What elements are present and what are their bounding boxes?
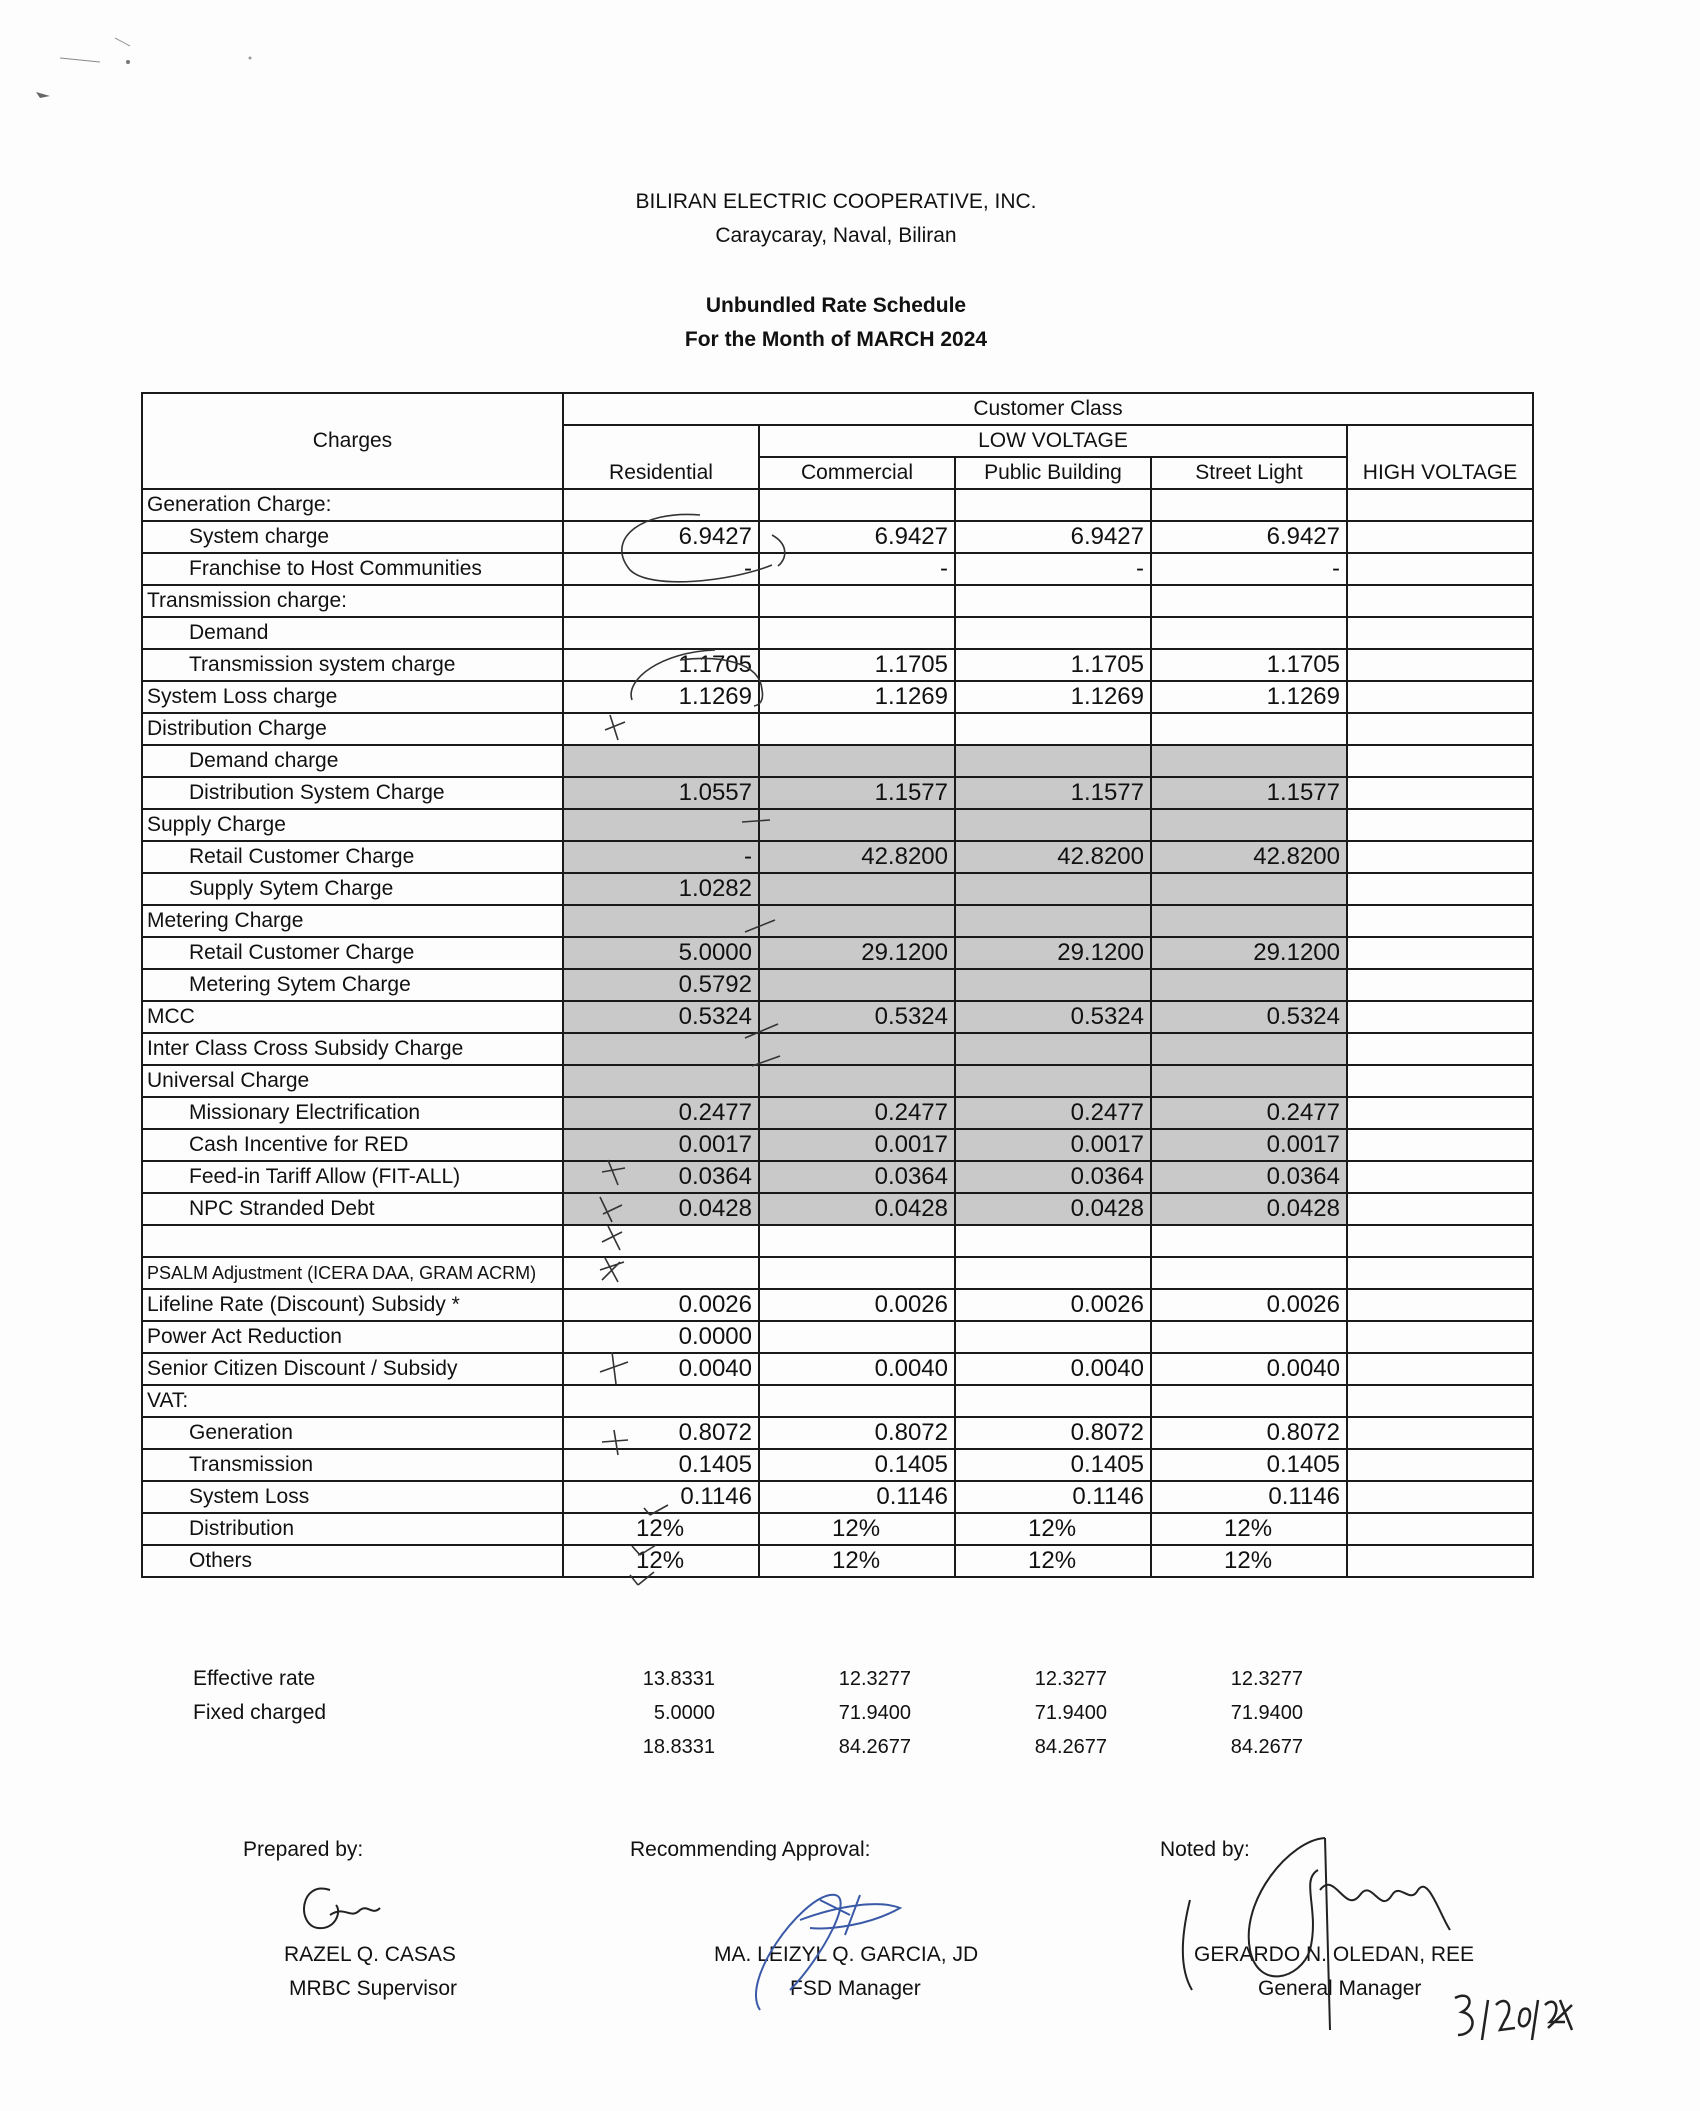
- cell-high-voltage: [1347, 1161, 1533, 1193]
- rate-schedule-table: [141, 392, 1534, 1578]
- cell-high-voltage: [1347, 713, 1533, 745]
- cell-street-light: 29.1200: [1151, 937, 1347, 969]
- row-label: Retail Customer Charge: [142, 841, 563, 873]
- cell-high-voltage: [1347, 777, 1533, 809]
- cell-street-light: [1151, 585, 1347, 617]
- cell-residential: 0.0026: [563, 1289, 759, 1321]
- recommending-name: MA. LEIZYL Q. GARCIA, JD: [714, 1943, 979, 1966]
- cell-street-light: 6.9427: [1151, 521, 1347, 553]
- cell-public-building: 0.1405: [955, 1449, 1151, 1481]
- prepared-by-caption: Prepared by:: [243, 1838, 364, 1861]
- row-label: Distribution: [142, 1513, 563, 1545]
- cell-residential: [563, 1225, 759, 1257]
- table-row: [142, 681, 1533, 713]
- cell-public-building: 0.0026: [955, 1289, 1151, 1321]
- table-row: [142, 841, 1533, 873]
- row-label: Retail Customer Charge: [142, 937, 563, 969]
- cell-commercial: 0.0017: [759, 1129, 955, 1161]
- cell-high-voltage: [1347, 905, 1533, 937]
- row-label: Inter Class Cross Subsidy Charge: [142, 1033, 563, 1065]
- cell-residential: [563, 1385, 759, 1417]
- cell-street-light: 0.0040: [1151, 1353, 1347, 1385]
- row-label: Power Act Reduction: [142, 1321, 563, 1353]
- signature-casas: [304, 1889, 380, 1929]
- cell-street-light: [1151, 1257, 1347, 1289]
- cell-residential: 0.0040: [563, 1353, 759, 1385]
- row-label: System Loss charge: [142, 681, 563, 713]
- total-residential: 18.8331: [642, 1735, 715, 1758]
- table-row: [142, 1097, 1533, 1129]
- row-label: Transmission system charge: [142, 649, 563, 681]
- cell-public-building: 0.2477: [955, 1097, 1151, 1129]
- cell-commercial: 0.5324: [759, 1001, 955, 1033]
- cell-residential: [563, 489, 759, 521]
- cell-public-building: [955, 745, 1151, 777]
- cell-street-light: 0.2477: [1151, 1097, 1347, 1129]
- total-commercial: 84.2677: [838, 1735, 911, 1758]
- cell-street-light: 0.0026: [1151, 1289, 1347, 1321]
- row-label: Generation Charge:: [142, 489, 563, 521]
- cell-residential: [563, 1033, 759, 1065]
- column-header-residential: Residential: [563, 457, 759, 489]
- cell-street-light: 1.1269: [1151, 681, 1347, 713]
- table-row: [142, 1449, 1533, 1481]
- fixed-charged-row: [141, 1696, 1532, 1730]
- cell-residential: 5.0000: [563, 937, 759, 969]
- cell-high-voltage: [1347, 1129, 1533, 1161]
- cell-street-light: [1151, 713, 1347, 745]
- cell-street-light: 1.1705: [1151, 649, 1347, 681]
- column-header-public-building: Public Building: [955, 457, 1151, 489]
- table-row: [142, 1513, 1533, 1545]
- cell-residential: 0.0000: [563, 1321, 759, 1353]
- cell-high-voltage: [1347, 969, 1533, 1001]
- cell-commercial: 0.1146: [759, 1481, 955, 1513]
- row-label: MCC: [142, 1001, 563, 1033]
- cell-commercial: 0.0428: [759, 1193, 955, 1225]
- row-label: Others: [142, 1545, 563, 1577]
- cell-street-light: [1151, 1225, 1347, 1257]
- row-label: [142, 1225, 563, 1257]
- fixed-charged-label: Fixed charged: [193, 1701, 327, 1724]
- cell-public-building: 12%: [955, 1545, 1151, 1577]
- table-row: [142, 585, 1533, 617]
- cell-residential: 6.9427: [563, 521, 759, 553]
- cell-street-light: 0.0428: [1151, 1193, 1347, 1225]
- table-row: [142, 1417, 1533, 1449]
- table-row: [142, 553, 1533, 585]
- cell-commercial: 12%: [759, 1545, 955, 1577]
- cell-high-voltage: [1347, 745, 1533, 777]
- cell-street-light: [1151, 873, 1347, 905]
- effective-rate-residential: 13.8331: [642, 1667, 715, 1690]
- table-row: [142, 1129, 1533, 1161]
- cell-residential: [563, 713, 759, 745]
- cell-public-building: 29.1200: [955, 937, 1151, 969]
- handwritten-date: [1455, 1996, 1572, 2040]
- cell-residential: 1.1705: [563, 649, 759, 681]
- table-row: [142, 489, 1533, 521]
- cell-high-voltage: [1347, 1097, 1533, 1129]
- cell-public-building: 0.0017: [955, 1129, 1151, 1161]
- cell-public-building: 0.0428: [955, 1193, 1151, 1225]
- row-label: PSALM Adjustment (ICERA DAA, GRAM ACRM): [142, 1257, 563, 1289]
- cell-street-light: [1151, 489, 1347, 521]
- cell-street-light: 12%: [1151, 1545, 1347, 1577]
- table-row: [142, 969, 1533, 1001]
- effective-rate-public-building: 12.3277: [1034, 1667, 1107, 1690]
- cell-public-building: [955, 617, 1151, 649]
- cell-high-voltage: [1347, 1481, 1533, 1513]
- recommending-caption: Recommending Approval:: [630, 1838, 871, 1861]
- cell-high-voltage: [1347, 809, 1533, 841]
- cell-public-building: [955, 1321, 1151, 1353]
- cell-commercial: [759, 585, 955, 617]
- table-row: [142, 1385, 1533, 1417]
- row-label: Distribution Charge: [142, 713, 563, 745]
- effective-rate-street-light: 12.3277: [1230, 1667, 1303, 1690]
- cell-residential: -: [563, 841, 759, 873]
- fixed-charged-public-building: 71.9400: [1034, 1701, 1107, 1724]
- cell-high-voltage: [1347, 585, 1533, 617]
- row-label: NPC Stranded Debt: [142, 1193, 563, 1225]
- document-period: For the Month of MARCH 2024: [684, 328, 988, 351]
- cell-residential: -: [563, 553, 759, 585]
- row-label: Demand: [142, 617, 563, 649]
- cell-residential: 1.0557: [563, 777, 759, 809]
- cell-residential: 0.2477: [563, 1097, 759, 1129]
- row-label: Universal Charge: [142, 1065, 563, 1097]
- cell-public-building: [955, 969, 1151, 1001]
- table-row: [142, 1289, 1533, 1321]
- cell-high-voltage: [1347, 649, 1533, 681]
- table-row: [142, 1065, 1533, 1097]
- cell-commercial: 0.0026: [759, 1289, 955, 1321]
- cell-high-voltage: [1347, 1065, 1533, 1097]
- row-label: Demand charge: [142, 745, 563, 777]
- cell-commercial: [759, 1065, 955, 1097]
- cell-commercial: -: [759, 553, 955, 585]
- prepared-by-name: RAZEL Q. CASAS: [284, 1943, 456, 1966]
- cell-public-building: [955, 1385, 1151, 1417]
- document-title: Unbundled Rate Schedule: [705, 294, 967, 317]
- row-label: Transmission charge:: [142, 585, 563, 617]
- cell-high-voltage: [1347, 1225, 1533, 1257]
- cell-commercial: 1.1577: [759, 777, 955, 809]
- cell-commercial: 42.8200: [759, 841, 955, 873]
- cell-street-light: [1151, 1321, 1347, 1353]
- table-row: [142, 937, 1533, 969]
- table-row: [142, 1353, 1533, 1385]
- cell-high-voltage: [1347, 1001, 1533, 1033]
- low-voltage-header: LOW VOLTAGE: [759, 425, 1347, 457]
- cell-commercial: 0.1405: [759, 1449, 955, 1481]
- row-label: Cash Incentive for RED: [142, 1129, 563, 1161]
- cell-street-light: 0.1405: [1151, 1449, 1347, 1481]
- cell-public-building: 0.0364: [955, 1161, 1151, 1193]
- prepared-by-position: MRBC Supervisor: [289, 1977, 458, 2000]
- cell-public-building: 0.1146: [955, 1481, 1151, 1513]
- cell-public-building: 0.8072: [955, 1417, 1151, 1449]
- signature-oledan: [1183, 1838, 1450, 2030]
- cell-street-light: 42.8200: [1151, 841, 1347, 873]
- customer-class-header: Customer Class: [563, 393, 1533, 425]
- cell-street-light: [1151, 617, 1347, 649]
- cell-high-voltage: [1347, 937, 1533, 969]
- cell-high-voltage: [1347, 489, 1533, 521]
- fixed-charged-commercial: 71.9400: [838, 1701, 911, 1724]
- cell-residential: 0.5324: [563, 1001, 759, 1033]
- cell-street-light: 0.8072: [1151, 1417, 1347, 1449]
- cell-commercial: 29.1200: [759, 937, 955, 969]
- cell-public-building: [955, 1033, 1151, 1065]
- cell-public-building: 0.5324: [955, 1001, 1151, 1033]
- column-header-high-voltage: HIGH VOLTAGE: [1347, 457, 1533, 489]
- row-label: Lifeline Rate (Discount) Subsidy *: [142, 1289, 563, 1321]
- recommending-position: FSD Manager: [790, 1977, 921, 2000]
- noted-by-position: General Manager: [1258, 1977, 1422, 2000]
- cell-commercial: 12%: [759, 1513, 955, 1545]
- cell-street-light: 12%: [1151, 1513, 1347, 1545]
- cell-public-building: [955, 905, 1151, 937]
- cell-public-building: [955, 585, 1151, 617]
- cell-commercial: [759, 873, 955, 905]
- total-public-building: 84.2677: [1034, 1735, 1107, 1758]
- cell-high-voltage: [1347, 873, 1533, 905]
- cell-public-building: 12%: [955, 1513, 1151, 1545]
- cell-high-voltage: [1347, 1385, 1533, 1417]
- cell-high-voltage: [1347, 1513, 1533, 1545]
- cell-street-light: 1.1577: [1151, 777, 1347, 809]
- effective-rate-commercial: 12.3277: [838, 1667, 911, 1690]
- cell-street-light: 0.5324: [1151, 1001, 1347, 1033]
- charges-header: Charges: [142, 393, 563, 489]
- cell-high-voltage: [1347, 617, 1533, 649]
- row-label: Franchise to Host Communities: [142, 553, 563, 585]
- table-row: [142, 617, 1533, 649]
- total-row: [141, 1730, 1532, 1764]
- cell-residential: [563, 745, 759, 777]
- cell-high-voltage: [1347, 1257, 1533, 1289]
- cell-street-light: [1151, 969, 1347, 1001]
- column-header-street-light: Street Light: [1151, 457, 1347, 489]
- company-address: Caraycaray, Naval, Biliran: [715, 224, 957, 247]
- cell-commercial: 1.1269: [759, 681, 955, 713]
- cell-public-building: [955, 489, 1151, 521]
- row-label: Metering Sytem Charge: [142, 969, 563, 1001]
- cell-commercial: [759, 617, 955, 649]
- table-row: [142, 1225, 1533, 1257]
- scan-specks: [0, 0, 300, 140]
- cell-residential: [563, 809, 759, 841]
- cell-commercial: 0.8072: [759, 1417, 955, 1449]
- table-row: [142, 1545, 1533, 1577]
- row-label: Generation: [142, 1417, 563, 1449]
- row-label: Feed-in Tariff Allow (FIT-ALL): [142, 1161, 563, 1193]
- cell-commercial: [759, 905, 955, 937]
- row-label: System Loss: [142, 1481, 563, 1513]
- cell-commercial: 1.1705: [759, 649, 955, 681]
- cell-public-building: [955, 1225, 1151, 1257]
- cell-residential: 1.0282: [563, 873, 759, 905]
- cell-high-voltage: [1347, 1353, 1533, 1385]
- cell-commercial: [759, 489, 955, 521]
- table-row: [142, 1193, 1533, 1225]
- cell-commercial: [759, 1321, 955, 1353]
- cell-public-building: 6.9427: [955, 521, 1151, 553]
- cell-commercial: [759, 1385, 955, 1417]
- row-label: Supply Sytem Charge: [142, 873, 563, 905]
- effective-rate-row: [141, 1662, 1532, 1696]
- cell-residential: 12%: [563, 1513, 759, 1545]
- table-row: [142, 521, 1533, 553]
- cell-high-voltage: [1347, 1193, 1533, 1225]
- total-street-light: 84.2677: [1230, 1735, 1303, 1758]
- table-row: [142, 1257, 1533, 1289]
- cell-street-light: [1151, 905, 1347, 937]
- row-label: VAT:: [142, 1385, 563, 1417]
- totals-block: [141, 1662, 1532, 1764]
- cell-high-voltage: [1347, 1545, 1533, 1577]
- table-row: [142, 873, 1533, 905]
- cell-commercial: 0.0364: [759, 1161, 955, 1193]
- cell-high-voltage: [1347, 1449, 1533, 1481]
- cell-commercial: [759, 1225, 955, 1257]
- cell-commercial: 0.2477: [759, 1097, 955, 1129]
- cell-commercial: 0.0040: [759, 1353, 955, 1385]
- table-row: [142, 1481, 1533, 1513]
- cell-high-voltage: [1347, 681, 1533, 713]
- cell-high-voltage: [1347, 521, 1533, 553]
- cell-high-voltage: [1347, 1321, 1533, 1353]
- cell-public-building: 0.0040: [955, 1353, 1151, 1385]
- cell-public-building: [955, 1065, 1151, 1097]
- row-label: Metering Charge: [142, 905, 563, 937]
- cell-commercial: [759, 713, 955, 745]
- cell-public-building: 1.1577: [955, 777, 1151, 809]
- row-label: Distribution System Charge: [142, 777, 563, 809]
- row-label: Missionary Electrification: [142, 1097, 563, 1129]
- row-label: Supply Charge: [142, 809, 563, 841]
- table-row: [142, 1321, 1533, 1353]
- cell-residential: 1.1269: [563, 681, 759, 713]
- cell-commercial: [759, 809, 955, 841]
- cell-high-voltage: [1347, 1417, 1533, 1449]
- cell-residential: 0.8072: [563, 1417, 759, 1449]
- cell-residential: 0.0364: [563, 1161, 759, 1193]
- cell-residential: [563, 1257, 759, 1289]
- fixed-charged-street-light: 71.9400: [1230, 1701, 1303, 1724]
- cell-high-voltage: [1347, 1033, 1533, 1065]
- table-row: [142, 1161, 1533, 1193]
- cell-residential: [563, 905, 759, 937]
- table-row: [142, 809, 1533, 841]
- table-row: [142, 649, 1533, 681]
- cell-public-building: 1.1705: [955, 649, 1151, 681]
- cell-residential: 0.0017: [563, 1129, 759, 1161]
- cell-residential: [563, 617, 759, 649]
- table-row: [142, 1033, 1533, 1065]
- row-label: System charge: [142, 521, 563, 553]
- row-label: Transmission: [142, 1449, 563, 1481]
- cell-street-light: 0.0017: [1151, 1129, 1347, 1161]
- cell-street-light: [1151, 809, 1347, 841]
- cell-commercial: [759, 1257, 955, 1289]
- cell-residential: 12%: [563, 1545, 759, 1577]
- fixed-charged-residential: 5.0000: [653, 1701, 715, 1724]
- cell-residential: 0.0428: [563, 1193, 759, 1225]
- cell-commercial: [759, 969, 955, 1001]
- cell-public-building: 1.1269: [955, 681, 1151, 713]
- column-header-commercial: Commercial: [759, 457, 955, 489]
- cell-commercial: [759, 745, 955, 777]
- cell-high-voltage: [1347, 1289, 1533, 1321]
- cell-residential: 0.1146: [563, 1481, 759, 1513]
- table-row: [142, 745, 1533, 777]
- cell-public-building: [955, 713, 1151, 745]
- cell-public-building: 42.8200: [955, 841, 1151, 873]
- cell-street-light: [1151, 1385, 1347, 1417]
- cell-street-light: [1151, 745, 1347, 777]
- cell-residential: 0.1405: [563, 1449, 759, 1481]
- cell-commercial: 6.9427: [759, 521, 955, 553]
- table-row: [142, 1001, 1533, 1033]
- table-row: [142, 777, 1533, 809]
- noted-by-caption: Noted by:: [1160, 1838, 1250, 1861]
- cell-residential: [563, 585, 759, 617]
- cell-street-light: [1151, 1065, 1347, 1097]
- cell-high-voltage: [1347, 553, 1533, 585]
- cell-residential: 0.5792: [563, 969, 759, 1001]
- cell-public-building: [955, 873, 1151, 905]
- cell-street-light: [1151, 1033, 1347, 1065]
- row-label: Senior Citizen Discount / Subsidy: [142, 1353, 563, 1385]
- table-row: [142, 713, 1533, 745]
- cell-public-building: [955, 1257, 1151, 1289]
- cell-street-light: 0.0364: [1151, 1161, 1347, 1193]
- table-row: [142, 905, 1533, 937]
- cell-street-light: -: [1151, 553, 1347, 585]
- cell-public-building: [955, 809, 1151, 841]
- cell-street-light: 0.1146: [1151, 1481, 1347, 1513]
- cell-commercial: [759, 1033, 955, 1065]
- cell-high-voltage: [1347, 841, 1533, 873]
- cell-public-building: -: [955, 553, 1151, 585]
- cell-residential: [563, 1065, 759, 1097]
- noted-by-name: GERARDO N. OLEDAN, REE: [1194, 1943, 1475, 1966]
- effective-rate-label: Effective rate: [193, 1667, 316, 1690]
- company-name: BILIRAN ELECTRIC COOPERATIVE, INC.: [635, 190, 1037, 213]
